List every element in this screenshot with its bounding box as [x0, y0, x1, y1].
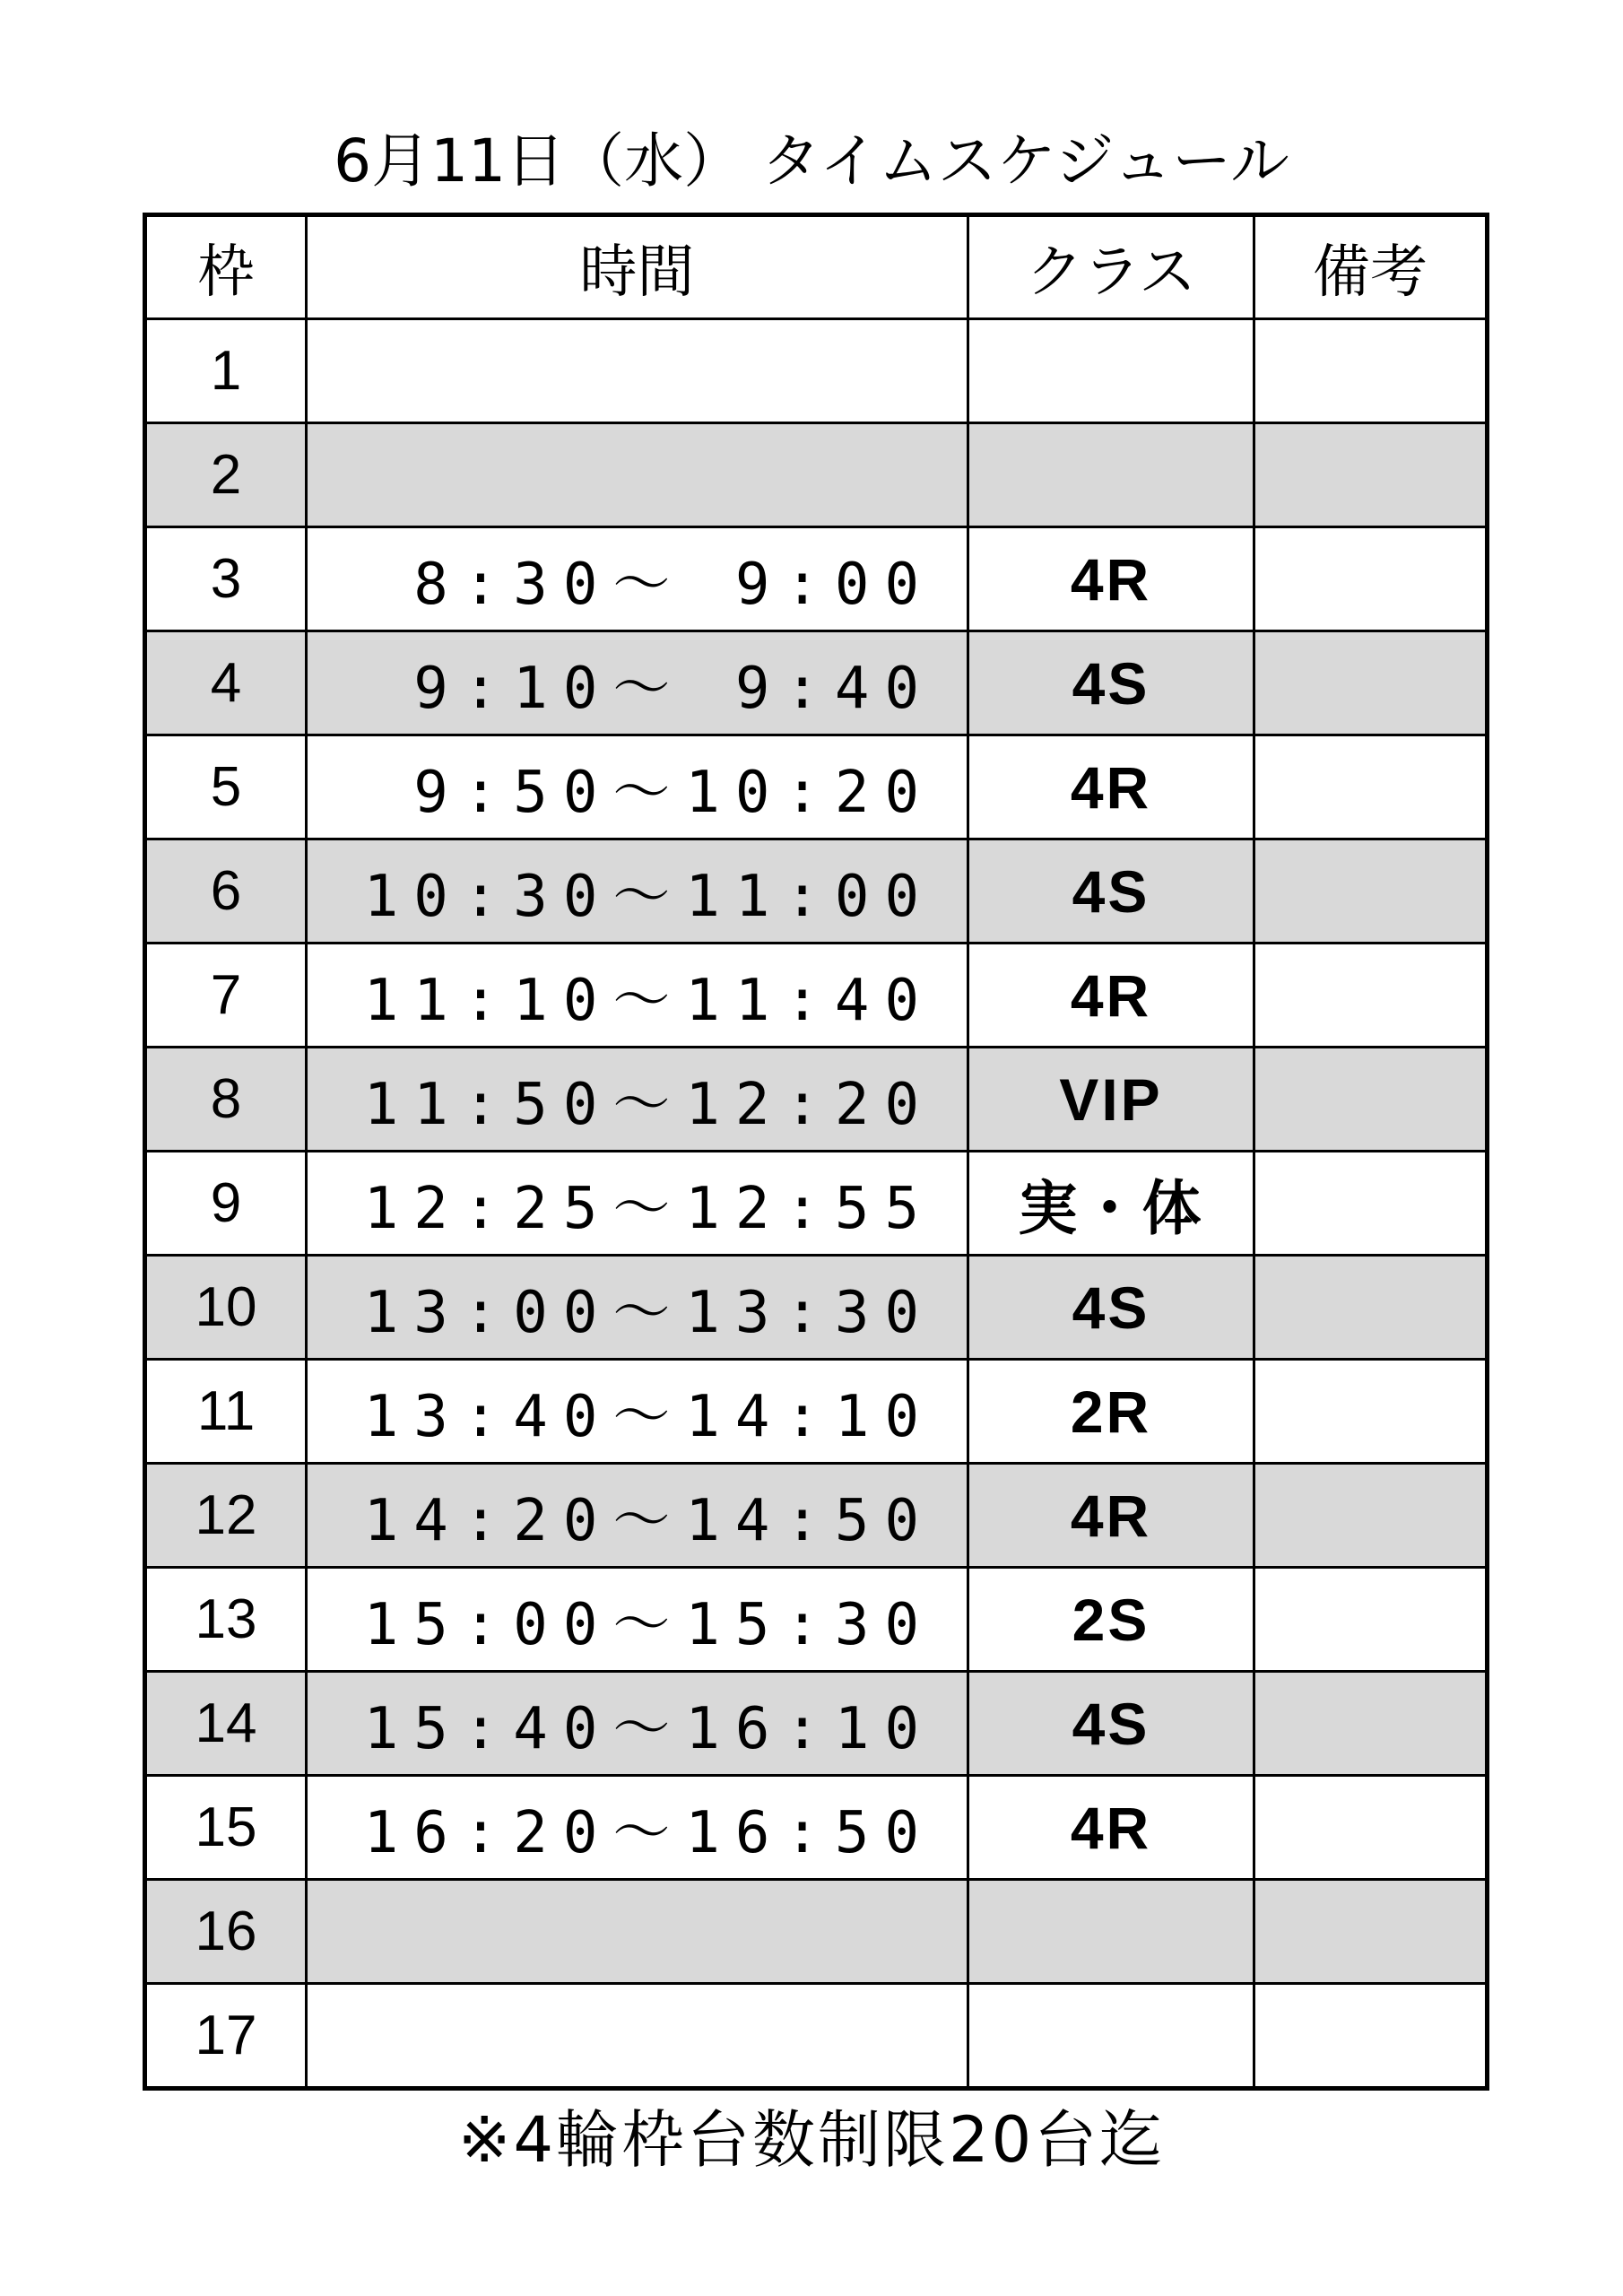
frame-number-cell: 5	[145, 735, 307, 839]
note-cell	[1254, 839, 1488, 944]
time-cell: 8:30～ 9:00	[307, 527, 968, 631]
time-cell: 14:20～14:50	[307, 1464, 968, 1568]
time-cell: 9:10～ 9:40	[307, 631, 968, 735]
table-row	[145, 423, 1488, 527]
class-cell: 2S	[968, 1568, 1254, 1672]
frame-number-cell: 7	[145, 944, 307, 1048]
schedule-table	[143, 213, 1489, 2091]
class-cell: 4S	[968, 1256, 1254, 1360]
class-cell: 4R	[968, 735, 1254, 839]
frame-number-cell: 1	[145, 319, 307, 423]
frame-number-cell: 13	[145, 1568, 307, 1672]
note-cell	[1254, 1672, 1488, 1776]
table-row	[145, 1880, 1488, 1984]
table-row	[145, 1984, 1488, 2089]
frame-number-cell: 15	[145, 1776, 307, 1880]
header-row	[145, 215, 1488, 319]
time-cell	[307, 1984, 968, 2089]
footnote: ※4輪枠台数制限20台迄	[457, 2103, 1166, 2177]
frame-number-cell: 3	[145, 527, 307, 631]
class-cell: 4S	[968, 631, 1254, 735]
class-cell: 4R	[968, 1464, 1254, 1568]
class-cell	[968, 1880, 1254, 1984]
note-cell	[1254, 1776, 1488, 1880]
table-row	[145, 631, 1488, 735]
frame-number-cell: 6	[145, 839, 307, 944]
note-cell	[1254, 319, 1488, 423]
frame-number-cell: 2	[145, 423, 307, 527]
class-cell: 実・体	[968, 1152, 1254, 1256]
time-cell: 10:30～11:00	[307, 839, 968, 944]
class-cell	[968, 1984, 1254, 2089]
class-cell: 4S	[968, 839, 1254, 944]
note-cell	[1254, 1568, 1488, 1672]
time-cell: 9:50～10:20	[307, 735, 968, 839]
frame-number-cell: 9	[145, 1152, 307, 1256]
table-row	[145, 1672, 1488, 1776]
note-cell	[1254, 1880, 1488, 1984]
class-cell: VIP	[968, 1048, 1254, 1152]
header-frame: 枠	[145, 215, 307, 319]
header-class: クラス	[968, 215, 1254, 319]
frame-number-cell: 14	[145, 1672, 307, 1776]
table-row	[145, 1152, 1488, 1256]
table-row	[145, 1256, 1488, 1360]
table-row	[145, 839, 1488, 944]
table-row	[145, 1048, 1488, 1152]
table-row	[145, 1568, 1488, 1672]
table-row	[145, 944, 1488, 1048]
class-cell: 4S	[968, 1672, 1254, 1776]
header-time: 時間	[307, 215, 968, 319]
time-cell	[307, 319, 968, 423]
page-title: 6月11日（水） タイムスケジュール	[334, 126, 1289, 196]
note-cell	[1254, 527, 1488, 631]
time-cell: 11:10～11:40	[307, 944, 968, 1048]
table-row	[145, 319, 1488, 423]
note-cell	[1254, 1464, 1488, 1568]
time-cell	[307, 423, 968, 527]
time-cell: 13:00～13:30	[307, 1256, 968, 1360]
note-cell	[1254, 1048, 1488, 1152]
frame-number-cell: 8	[145, 1048, 307, 1152]
note-cell	[1254, 1152, 1488, 1256]
note-cell	[1254, 631, 1488, 735]
frame-number-cell: 17	[145, 1984, 307, 2089]
frame-number-cell: 11	[145, 1360, 307, 1464]
table-row	[145, 1464, 1488, 1568]
note-cell	[1254, 1984, 1488, 2089]
class-cell: 2R	[968, 1360, 1254, 1464]
note-cell	[1254, 1360, 1488, 1464]
frame-number-cell: 10	[145, 1256, 307, 1360]
header-note: 備考	[1254, 215, 1488, 319]
note-cell	[1254, 423, 1488, 527]
frame-number-cell: 4	[145, 631, 307, 735]
table-row	[145, 527, 1488, 631]
time-cell: 11:50～12:20	[307, 1048, 968, 1152]
class-cell: 4R	[968, 1776, 1254, 1880]
class-cell: 4R	[968, 527, 1254, 631]
note-cell	[1254, 735, 1488, 839]
class-cell	[968, 319, 1254, 423]
table-row	[145, 1776, 1488, 1880]
time-cell: 13:40～14:10	[307, 1360, 968, 1464]
time-cell: 16:20～16:50	[307, 1776, 968, 1880]
time-cell	[307, 1880, 968, 1984]
table-row	[145, 735, 1488, 839]
note-cell	[1254, 944, 1488, 1048]
time-cell: 15:40～16:10	[307, 1672, 968, 1776]
note-cell	[1254, 1256, 1488, 1360]
time-cell: 15:00～15:30	[307, 1568, 968, 1672]
frame-number-cell: 16	[145, 1880, 307, 1984]
class-cell: 4R	[968, 944, 1254, 1048]
time-cell: 12:25～12:55	[307, 1152, 968, 1256]
class-cell	[968, 423, 1254, 527]
table-row	[145, 1360, 1488, 1464]
frame-number-cell: 12	[145, 1464, 307, 1568]
